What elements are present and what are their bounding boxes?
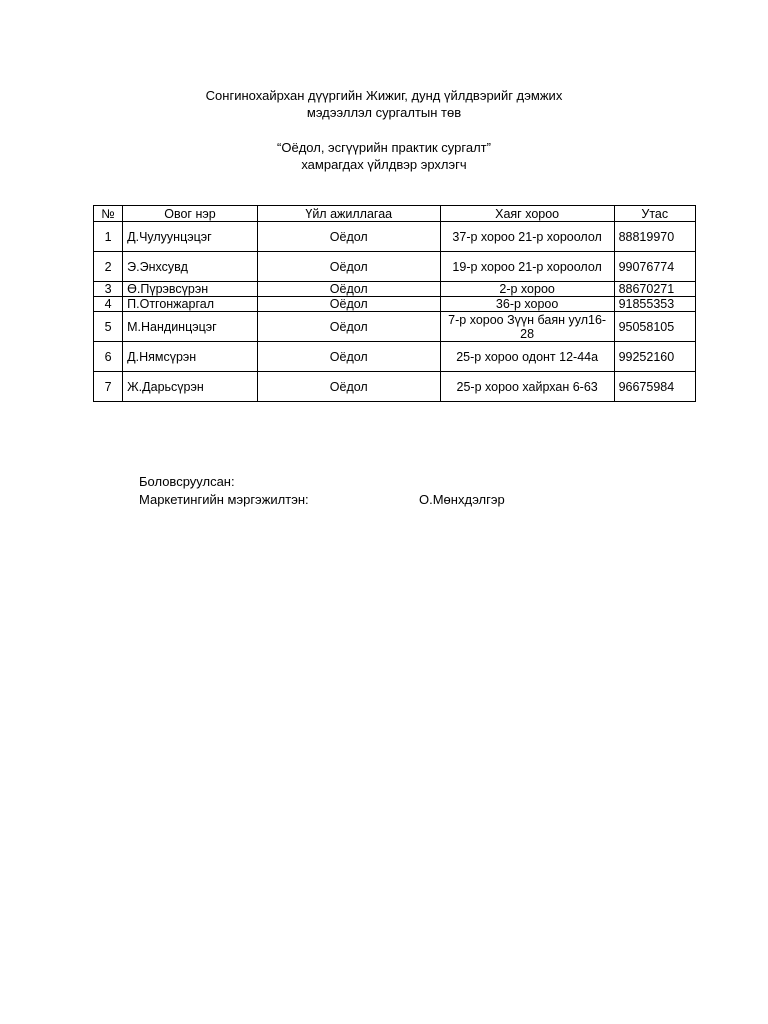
row-activity: Оёдол <box>257 372 440 402</box>
organization-title-line-1: Сонгинохайрхан дүүргийн Жижиг, дунд үйлдвэрийг дэмжих <box>205 88 563 103</box>
row-activity: Оёдол <box>257 312 440 342</box>
row-activity: Оёдол <box>257 222 440 252</box>
row-phone: 95058105 <box>614 312 695 342</box>
column-header-activity: Үйл ажиллагаа <box>257 206 440 222</box>
table-row <box>94 342 696 372</box>
row-name: Ж.Дарьсүрэн <box>123 372 258 402</box>
row-number: 1 <box>94 222 123 252</box>
signer-name: О.Мөнхдэлгэр <box>419 492 505 507</box>
signer-row <box>139 491 505 509</box>
row-activity: Оёдол <box>257 297 440 312</box>
program-title-line-2: хамрагдах үйлдвэр эрхлэгч <box>301 157 467 172</box>
organization-title-line-2: мэдээллэл сургалтын төв <box>306 105 462 120</box>
row-name: М.Нандинцэцэг <box>123 312 258 342</box>
row-activity: Оёдол <box>257 252 440 282</box>
table-row <box>94 252 696 282</box>
row-number: 2 <box>94 252 123 282</box>
row-address: 25-р хороо хайрхан 6-63 <box>440 372 614 402</box>
signoff-block <box>139 473 505 509</box>
column-header-name: Овог нэр <box>123 206 258 222</box>
row-phone: 99076774 <box>614 252 695 282</box>
row-address: 7-р хороо Зүүн баян уул16-28 <box>440 312 614 342</box>
row-phone: 88819970 <box>614 222 695 252</box>
row-address: 37-р хороо 21-р хороолол <box>440 222 614 252</box>
row-phone: 96675984 <box>614 372 695 402</box>
row-name: Э.Энхсувд <box>123 252 258 282</box>
row-number: 3 <box>94 282 123 297</box>
table-header-row <box>94 206 696 222</box>
row-name: Ө.Пүрэвсүрэн <box>123 282 258 297</box>
prepared-by-label: Боловсруулсан: <box>139 474 235 489</box>
enterprise-table <box>93 205 696 402</box>
row-address: 2-р хороо <box>440 282 614 297</box>
row-address: 19-р хороо 21-р хороолол <box>440 252 614 282</box>
row-phone: 91855353 <box>614 297 695 312</box>
signer-role-label: Маркетингийн мэргэжилтэн: <box>139 492 309 507</box>
row-number: 7 <box>94 372 123 402</box>
table-row <box>94 312 696 342</box>
row-name: Д.Нямсүрэн <box>123 342 258 372</box>
row-name: Д.Чулуунцэцэг <box>123 222 258 252</box>
row-name: П.Отгонжаргал <box>123 297 258 312</box>
row-number: 6 <box>94 342 123 372</box>
row-address: 25-р хороо одонт 12-44а <box>440 342 614 372</box>
table-row <box>94 282 696 297</box>
column-header-address: Хаяг хороо <box>440 206 614 222</box>
row-number: 4 <box>94 297 123 312</box>
column-header-phone: Утас <box>614 206 695 222</box>
row-address: 36-р хороо <box>440 297 614 312</box>
table-row <box>94 222 696 252</box>
row-activity: Оёдол <box>257 282 440 297</box>
row-number: 5 <box>94 312 123 342</box>
column-header-number: № <box>94 206 123 222</box>
program-title-line-1: “Оёдол, эсгүүрийн практик сургалт” <box>277 140 491 155</box>
organization-title <box>0 87 768 121</box>
row-phone: 99252160 <box>614 342 695 372</box>
row-activity: Оёдол <box>257 342 440 372</box>
table-row <box>94 297 696 312</box>
table-row <box>94 372 696 402</box>
program-title <box>0 139 768 173</box>
row-phone: 88670271 <box>614 282 695 297</box>
